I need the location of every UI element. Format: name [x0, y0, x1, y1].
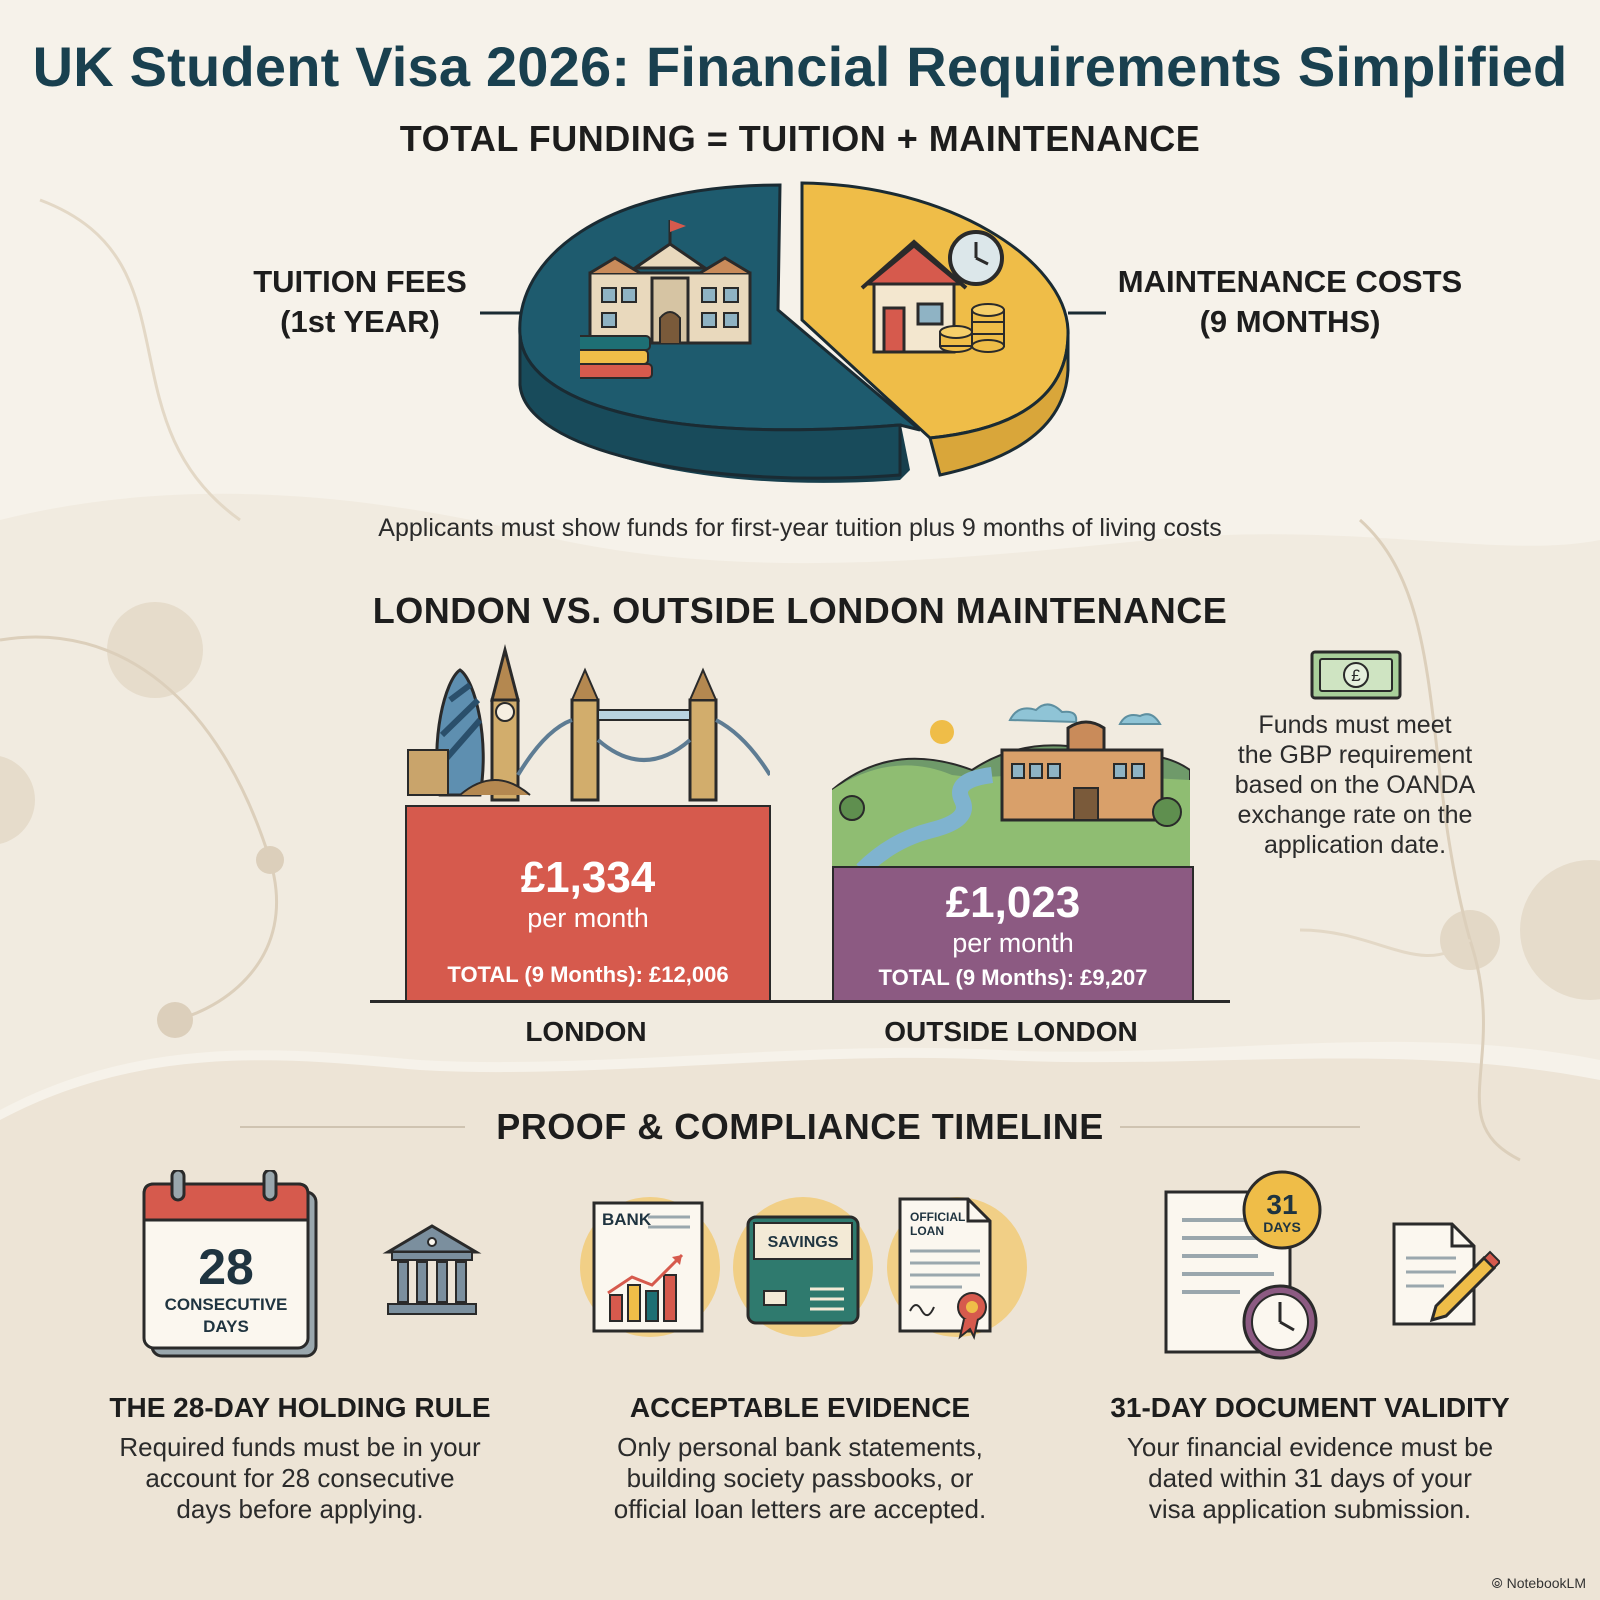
document-validity-icon [1160, 1170, 1330, 1370]
holding-rule-desc-line2: account for 28 consecutive [145, 1463, 455, 1493]
tuition-label-line1: TUITION FEES [253, 264, 467, 299]
acceptable-evidence-title: ACCEPTABLE EVIDENCE [629, 1392, 971, 1423]
banknote-icon [1310, 650, 1402, 700]
acceptable-evidence-desc [570, 1432, 1030, 1525]
holding-rule-title: THE 28-DAY HOLDING RULE [109, 1392, 491, 1423]
exchange-note-line3: based on the OANDA [1234, 771, 1476, 799]
london-per-month: per month [527, 903, 649, 933]
document-validity-desc [1070, 1432, 1550, 1525]
maintenance-label-line2: (9 MONTHS) [1199, 304, 1381, 339]
timeline-heading: PROOF & COMPLIANCE TIMELINE [496, 1106, 1104, 1147]
validity-badge-number: 31 [1266, 1189, 1298, 1220]
house-clock-coins-icon [858, 228, 1018, 368]
document-validity-desc-line2: dated within 31 days of your [1148, 1463, 1472, 1493]
maintenance-heading: LONDON VS. OUTSIDE LONDON MAINTENANCE [372, 590, 1228, 631]
exchange-note-line2: the GBP requirement [1237, 741, 1473, 769]
loan-doc-line2: LOAN [910, 1224, 944, 1238]
outside-total: TOTAL (9 Months): £9,207 [878, 965, 1148, 990]
savings-doc-label: SAVINGS [767, 1234, 839, 1251]
page-title: UK Student Visa 2026: Financial Requirements Simplified [32, 35, 1568, 98]
document-validity-desc-line1: Your financial evidence must be [1126, 1432, 1494, 1462]
exchange-rate-note [1200, 710, 1510, 860]
exchange-note-line4: exchange rate on the [1237, 801, 1473, 829]
outside-per-month: per month [952, 928, 1074, 958]
footer-brand [1492, 1575, 1586, 1592]
baseline [370, 1000, 1230, 1003]
london-skyline-icon [400, 640, 770, 805]
london-maintenance-box [405, 805, 771, 1002]
document-validity-card [1070, 1392, 1550, 1525]
calendar-icon [140, 1170, 320, 1360]
bank-statement-icon [578, 1195, 728, 1345]
calendar-line2: DAYS [203, 1317, 249, 1336]
loan-letter-icon [882, 1195, 1032, 1345]
countryside-campus-icon [832, 680, 1190, 870]
bank-doc-label: BANK [602, 1210, 652, 1229]
bank-building-icon [382, 1222, 482, 1322]
document-validity-desc-line3: visa application submission. [1148, 1494, 1472, 1524]
tuition-label-line2: (1st YEAR) [280, 304, 440, 339]
sign-document-icon [1390, 1220, 1500, 1330]
tuition-fees-label [215, 262, 505, 342]
holding-rule-desc-line3: days before applying. [176, 1494, 424, 1524]
london-label: LONDON [525, 1016, 647, 1047]
calendar-number: 28 [198, 1239, 254, 1295]
validity-badge-unit: DAYS [1263, 1219, 1301, 1235]
savings-passbook-icon [728, 1195, 878, 1345]
calendar-line1: CONSECUTIVE [164, 1295, 288, 1314]
maintenance-label-line1: MAINTENANCE COSTS [1117, 264, 1463, 299]
maintenance-costs-label [1100, 262, 1480, 342]
funding-formula-heading: TOTAL FUNDING = TUITION + MAINTENANCE [399, 118, 1201, 159]
holding-rule-card [70, 1392, 530, 1525]
acceptable-evidence-card [570, 1392, 1030, 1525]
document-validity-title: 31-DAY DOCUMENT VALIDITY [1110, 1392, 1510, 1423]
holding-rule-desc-line1: Required funds must be in your [119, 1432, 481, 1462]
holding-rule-desc [70, 1432, 530, 1525]
exchange-note-line5: application date. [1263, 831, 1447, 859]
acceptable-evidence-desc-line3: official loan letters are accepted. [613, 1494, 987, 1524]
footer-brand-label: NotebookLM [1506, 1575, 1586, 1591]
acceptable-evidence-desc-line1: Only personal bank statements, [617, 1432, 983, 1462]
acceptable-evidence-desc-line2: building society passbooks, or [626, 1463, 974, 1493]
loan-doc-line1: OFFICIAL [910, 1210, 966, 1224]
banknote-symbol: £ [1351, 666, 1361, 685]
exchange-note-line1: Funds must meet [1258, 711, 1452, 739]
outside-london-label: OUTSIDE LONDON [884, 1016, 1138, 1047]
london-total: TOTAL (9 Months): £12,006 [447, 962, 729, 987]
london-monthly-amount: £1,334 [520, 853, 656, 902]
university-icon [580, 218, 760, 388]
funding-note: Applicants must show funds for first-year tuition plus 9 months of living costs [378, 514, 1222, 542]
outside-monthly-amount: £1,023 [945, 878, 1081, 927]
notebooklm-logo-icon: ⦾ [1491, 1575, 1503, 1591]
outside-london-maintenance-box [832, 866, 1194, 1002]
